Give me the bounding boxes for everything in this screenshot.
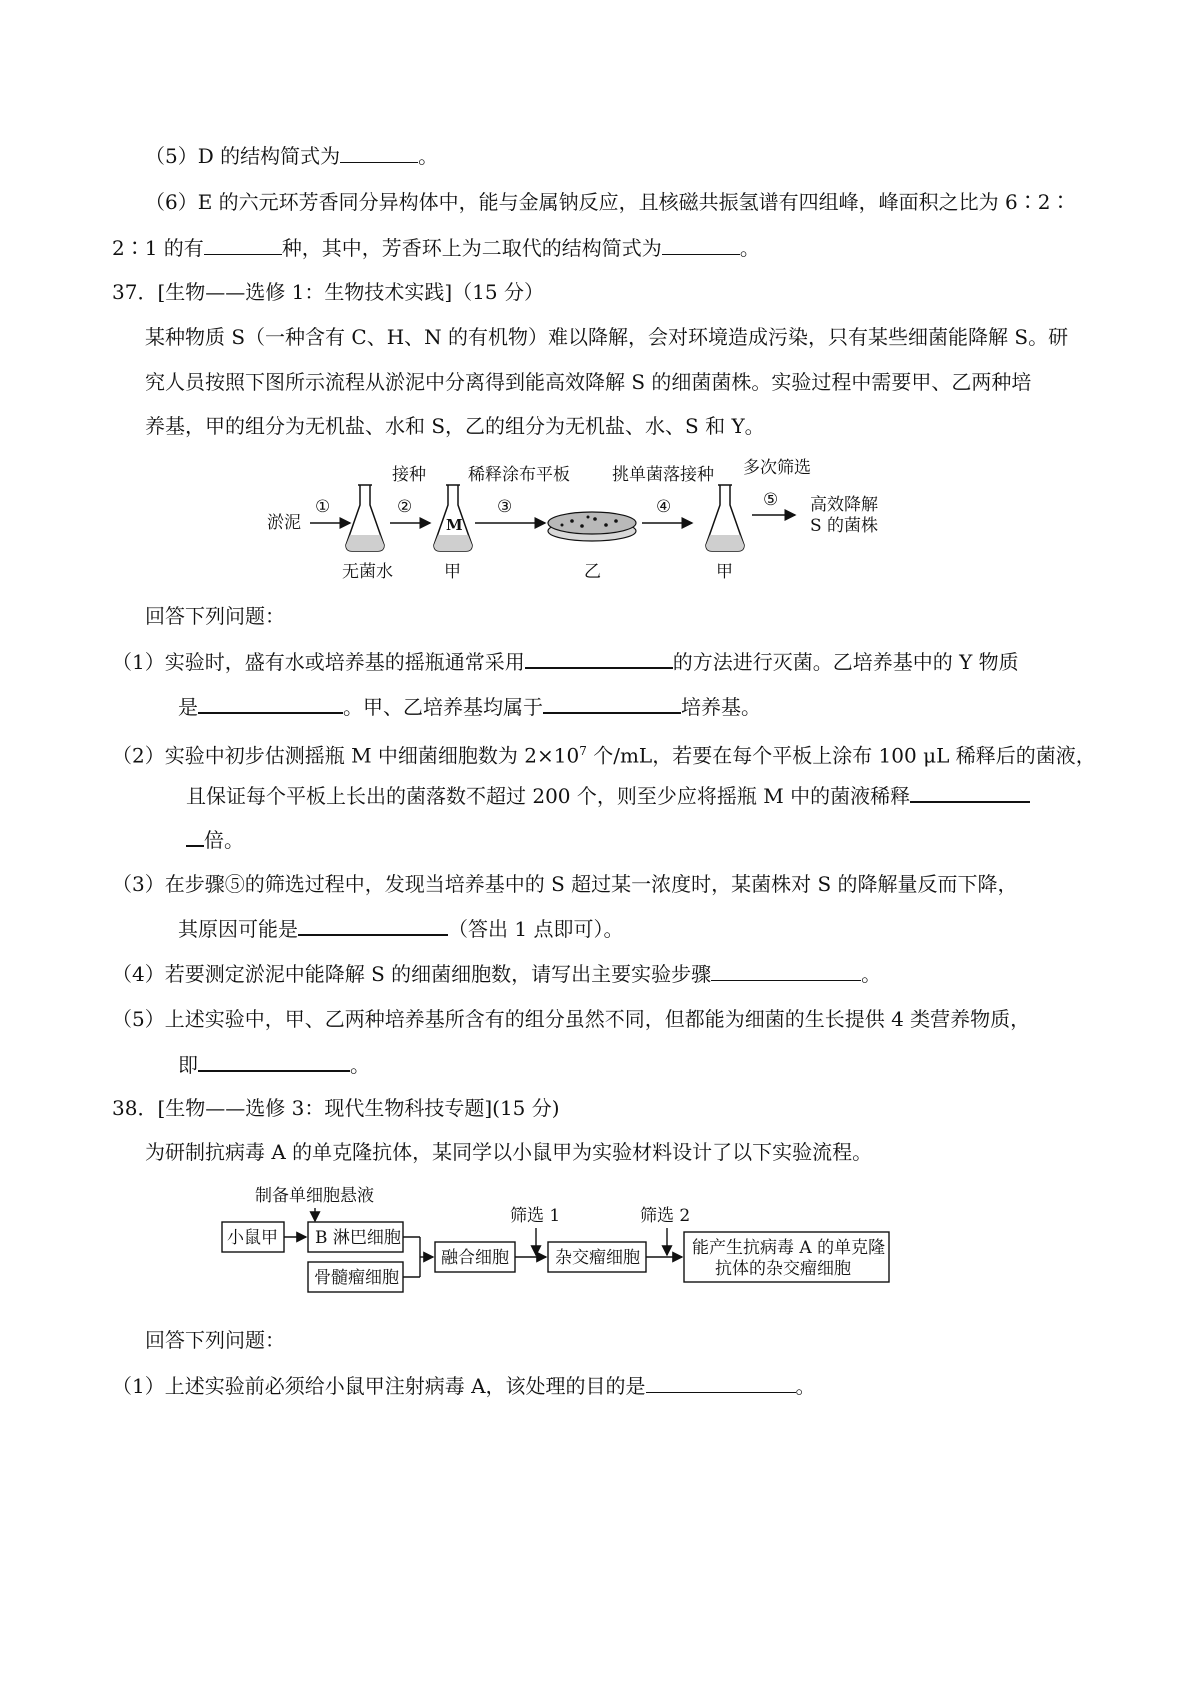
myeloma-label: 骨髓瘤细胞	[314, 1268, 399, 1288]
answer-blank[interactable]	[198, 1050, 350, 1072]
flask-3-label: 甲	[716, 562, 733, 582]
q37-sub4: （4）若要测定淤泥中能降解 S 的细菌细胞数，请写出主要实验步骤 。	[112, 962, 882, 986]
answer-blank[interactable]	[204, 234, 282, 255]
step-2-label: ②	[397, 497, 413, 517]
q38-intro: 为研制抗病毒 A 的单克隆抗体，某同学以小鼠甲为实验材料设计了以下实验流程。	[145, 1140, 873, 1164]
pick-colony-label: 挑单菌落接种	[612, 465, 714, 485]
q37-sub3-line2: 其原因可能是 （答出 1 点即可）。	[178, 914, 623, 943]
q37-sub5-line1: （5）上述实验中，甲、乙两种培养基所含有的组分虽然不同，但都能为细菌的生长提供 4 类营养物质，	[112, 1007, 1031, 1031]
result-line1: 高效降解	[810, 495, 878, 515]
answer-blank[interactable]	[910, 781, 1030, 803]
step-5-label: ⑤	[763, 490, 779, 510]
flask-sterile-water	[346, 485, 384, 551]
source-mud-label: 淤泥	[267, 513, 301, 533]
q37-sub3-line1: （3）在步骤⑤的筛选过程中，发现当培养基中的 S 超过某一浓度时，某菌株对 S 的降解量反而下降，	[112, 872, 1018, 896]
prep-suspension-label: 制备单细胞悬液	[255, 1186, 374, 1206]
petri-dish-icon	[548, 512, 636, 541]
q36-part5: （5）D 的结构简式为 。	[145, 144, 439, 168]
q37-sub1-line1: （1）实验时，盛有水或培养基的摇瓶通常采用 的方法进行灭菌。乙培养基中的 Y 物质	[112, 647, 1019, 676]
flask-final	[706, 485, 744, 551]
q37-sub1-line2: 是 。甲、乙培养基均属于 培养基。	[178, 692, 761, 721]
q38-heading: 38．[生物——选修 3：现代生物科技专题](15 分)	[112, 1096, 560, 1120]
answer-blank[interactable]	[525, 647, 673, 669]
answer-blank[interactable]	[711, 960, 861, 981]
step-1-label: ①	[315, 497, 331, 517]
plate-label: 乙	[584, 562, 601, 582]
q37-intro-line3: 养基，甲的组分为无机盐、水和 S，乙的组分为无机盐、水、S 和 Y。	[145, 414, 765, 438]
answer-blank[interactable]	[662, 234, 740, 255]
q37-heading: 37．[生物——选修 1：生物技术实践]（15 分）	[112, 280, 544, 304]
screen-2-label: 筛选 2	[640, 1206, 691, 1226]
q37-answer-prompt: 回答下列问题：	[145, 604, 285, 628]
q37-sub2-line3: 倍。	[186, 825, 244, 854]
q37-intro-line2: 究人员按照下图所示流程从淤泥中分离得到能高效降解 S 的细菌菌株。实验过程中需要甲、乙两种培	[145, 370, 1032, 394]
q37-intro-line1: 某种物质 S（一种含有 C、H、N 的有机物）难以降解，会对环境造成污染，只有某些细菌能降解 S。研	[145, 325, 1069, 349]
flask-2-label: 甲	[444, 562, 461, 582]
q36-part6-line2: 2∶1 的有 种，其中，芳香环上为二取代的结构简式为 。	[112, 236, 760, 260]
step-4-label: ④	[656, 497, 672, 517]
flask-m-mark: M	[446, 516, 463, 534]
step-3-label: ③	[497, 497, 513, 517]
q36-part6-line1: （6）E 的六元环芳香同分异构体中，能与金属钠反应，且核磁共振氢谱有四组峰，峰面积之比为 6∶2∶	[145, 190, 1071, 214]
flask-1-label: 无菌水	[342, 562, 393, 582]
result-line2: S 的菌株	[810, 516, 879, 536]
final-line2: 抗体的杂交瘤细胞	[715, 1259, 851, 1279]
spread-plate-label: 稀释涂布平板	[468, 465, 570, 485]
fused-cell-label: 融合细胞	[441, 1248, 509, 1268]
multi-screen-label: 多次筛选	[743, 458, 811, 478]
final-line1: 能产生抗病毒 A 的单克隆	[692, 1238, 886, 1258]
inoculate-label: 接种	[392, 465, 426, 485]
mouse-label: 小鼠甲	[227, 1228, 278, 1248]
answer-blank[interactable]	[198, 692, 343, 714]
isolation-flow-diagram	[250, 455, 910, 595]
q37-sub5-line2: 即 。	[178, 1050, 370, 1079]
q38-sub1: （1）上述实验前必须给小鼠甲注射病毒 A，该处理的目的是 。	[112, 1374, 816, 1398]
screen-1-label: 筛选 1	[510, 1206, 561, 1226]
antibody-flow-diagram	[220, 1178, 900, 1303]
hybridoma-label: 杂交瘤细胞	[555, 1248, 640, 1268]
answer-blank[interactable]	[186, 825, 204, 847]
answer-blank[interactable]	[340, 142, 418, 163]
answer-blank[interactable]	[543, 692, 681, 714]
q38-answer-prompt: 回答下列问题：	[145, 1328, 285, 1352]
q37-sub2-line1: （2）实验中初步估测摇瓶 M 中细菌细胞数为 $2\times 10^7$ 个/mL，若要在每个平板上涂布 100 μL 稀释后的菌液，	[112, 743, 1096, 768]
bcell-label: B 淋巴细胞	[315, 1228, 401, 1248]
answer-blank[interactable]	[646, 1372, 796, 1393]
q37-sub2-line2: 且保证每个平板上长出的菌落数不超过 200 个，则至少应将摇瓶 M 中的菌液稀释	[186, 781, 1030, 810]
answer-blank[interactable]	[298, 914, 448, 936]
